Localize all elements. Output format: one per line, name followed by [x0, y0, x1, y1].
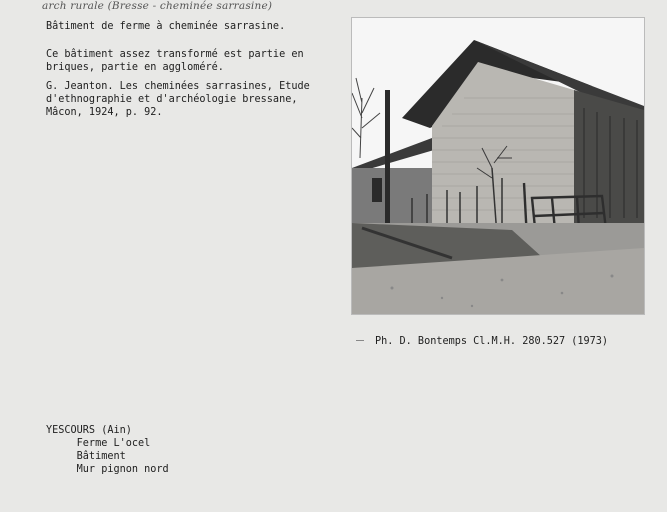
- location-block: YESCOURS (Ain) Ferme L'ocel Bâtiment Mur pignon nord: [46, 425, 169, 475]
- photo-illustration: [352, 18, 644, 314]
- photo-caption: Ph. D. Bontemps Cl.M.H. 280.527 (1973): [375, 336, 609, 347]
- caption-dash: [356, 340, 364, 341]
- handwritten-note: arch rurale (Bresse - cheminée sarrasine): [42, 0, 273, 12]
- farm-building-photo: [351, 17, 645, 315]
- record-title: Bâtiment de ferme à cheminée sarrasine.: [46, 21, 286, 32]
- record-description: Ce bâtiment assez transformé est partie en briques, partie en aggloméré.: [46, 49, 304, 73]
- bibliographic-reference: G. Jeanton. Les cheminées sarrasines, Etude d'ethnographie et d'archéologie bressane, Mâcon, 1924, p. 92.: [46, 81, 310, 118]
